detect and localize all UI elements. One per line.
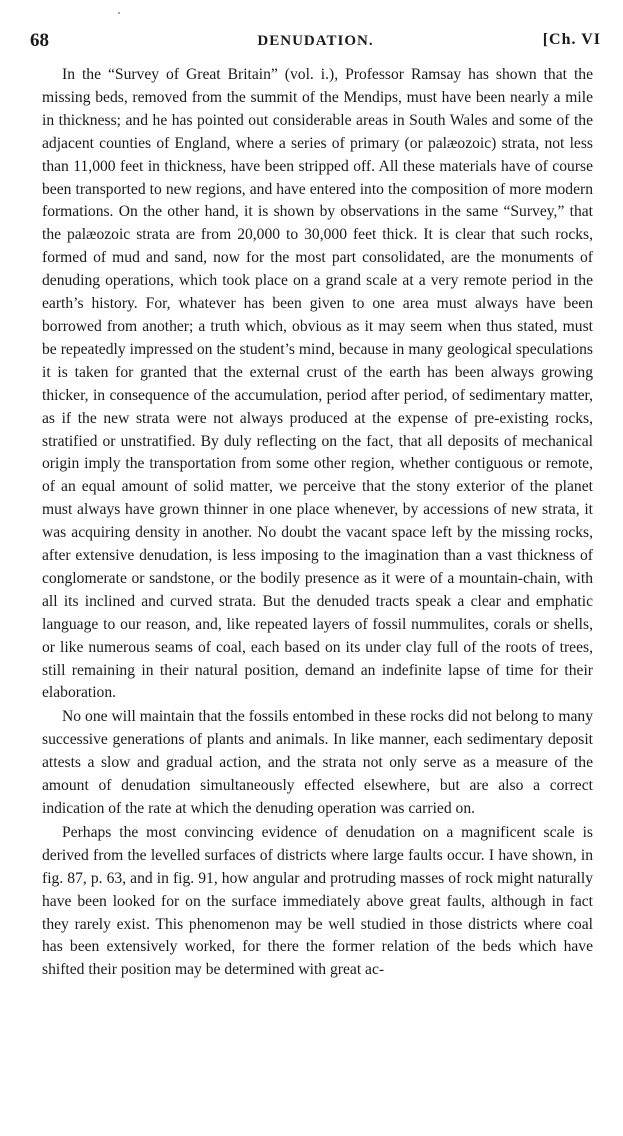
running-head bbox=[30, 30, 601, 56]
paragraph: No one will maintain that the fossils entombed in these rocks did not belong to many successive generations of plants and animals. In like manner, each sedimentary deposit attests a slow and gradual action, and the strata not only serve as a measure of the amount of denudation simultaneously effected elsewhere, but are also a correct indication of the rate at which the denuding operation was carried on. bbox=[42, 708, 593, 817]
body-text bbox=[42, 64, 593, 982]
chapter-reference: [Ch. VI bbox=[542, 31, 601, 48]
paragraph: In the “Survey of Great Britain” (vol. i.), Professor Ramsay has shown that the missing beds, removed from the summit of the Mendips, must have been nearly a mile in thickness; and he has pointed out considerable areas in South Wales and some of the adjacent counties of England, where a series of primary (or palæozoic) strata, not less than 11,000 feet in thickness, have been stripped off. All these materials have of course been transported to new regions, and have entered into the composition of more modern formations. On the other hand, it is shown by observations in the same “Survey,” that the palæozoic strata are from 20,000 to 30,000 feet thick. It is clear that such rocks, formed of mud and sand, now for the most part consolidated, are the monuments of denuding operations, which took place on a grand scale at a very remote period in the earth’s history. For, whatever has been given to one area must always have been borrowed from another; a truth which, obvious as it may seem when thus stated, must be repeatedly impressed on the student’s mind, because in many geological speculations it is taken for granted that the external crust of the earth has been always growing thicker, in consequence of the accumulation, period after period, of sedimentary matter, as if the new strata were not always produced at the expense of pre-existing rocks, stratified or unstratified. By duly reflecting on the fact, that all deposits of mechanical origin imply the transportation from some other region, whether contiguous or remote, of an equal amount of solid matter, we perceive that the stony exterior of the planet must always have grown thinner in one place whenever, by accessions of new strata, it was acquiring density in another. No doubt the vacant space left by the missing rocks, after extensive denudation, is less imposing to the imagination than a vast thickness of conglomerate or sandstone, or the bodily presence as it were of a mountain-chain, with all its inclined and curved strata. But the denuded tracts speak a clear and emphatic language to our reason, and, like repeated layers of fossil nummulites, corals or shells, or like numerous seams of coal, each based on its under clay full of the roots of trees, still remaining in their natural position, demand an indefinite lapse of time for their elaboration. bbox=[42, 66, 593, 702]
running-title: DENUDATION. bbox=[257, 33, 374, 49]
page-number: 68 bbox=[30, 30, 49, 51]
paper-speck bbox=[118, 12, 120, 14]
paragraph: Perhaps the most convincing evidence of denudation on a magnificent scale is derived from the levelled surfaces of districts where large faults occur. I have shown, in fig. 87, p. 63, and in fig. 91, how angular and protruding masses of rock might naturally have been looked for on the surface immediately above great faults, although in fact they rarely exist. This phenomenon may be well studied in those districts where coal has been extensively worked, for there the former relation of the beds which have shifted their position may be determined with great ac- bbox=[42, 823, 593, 979]
